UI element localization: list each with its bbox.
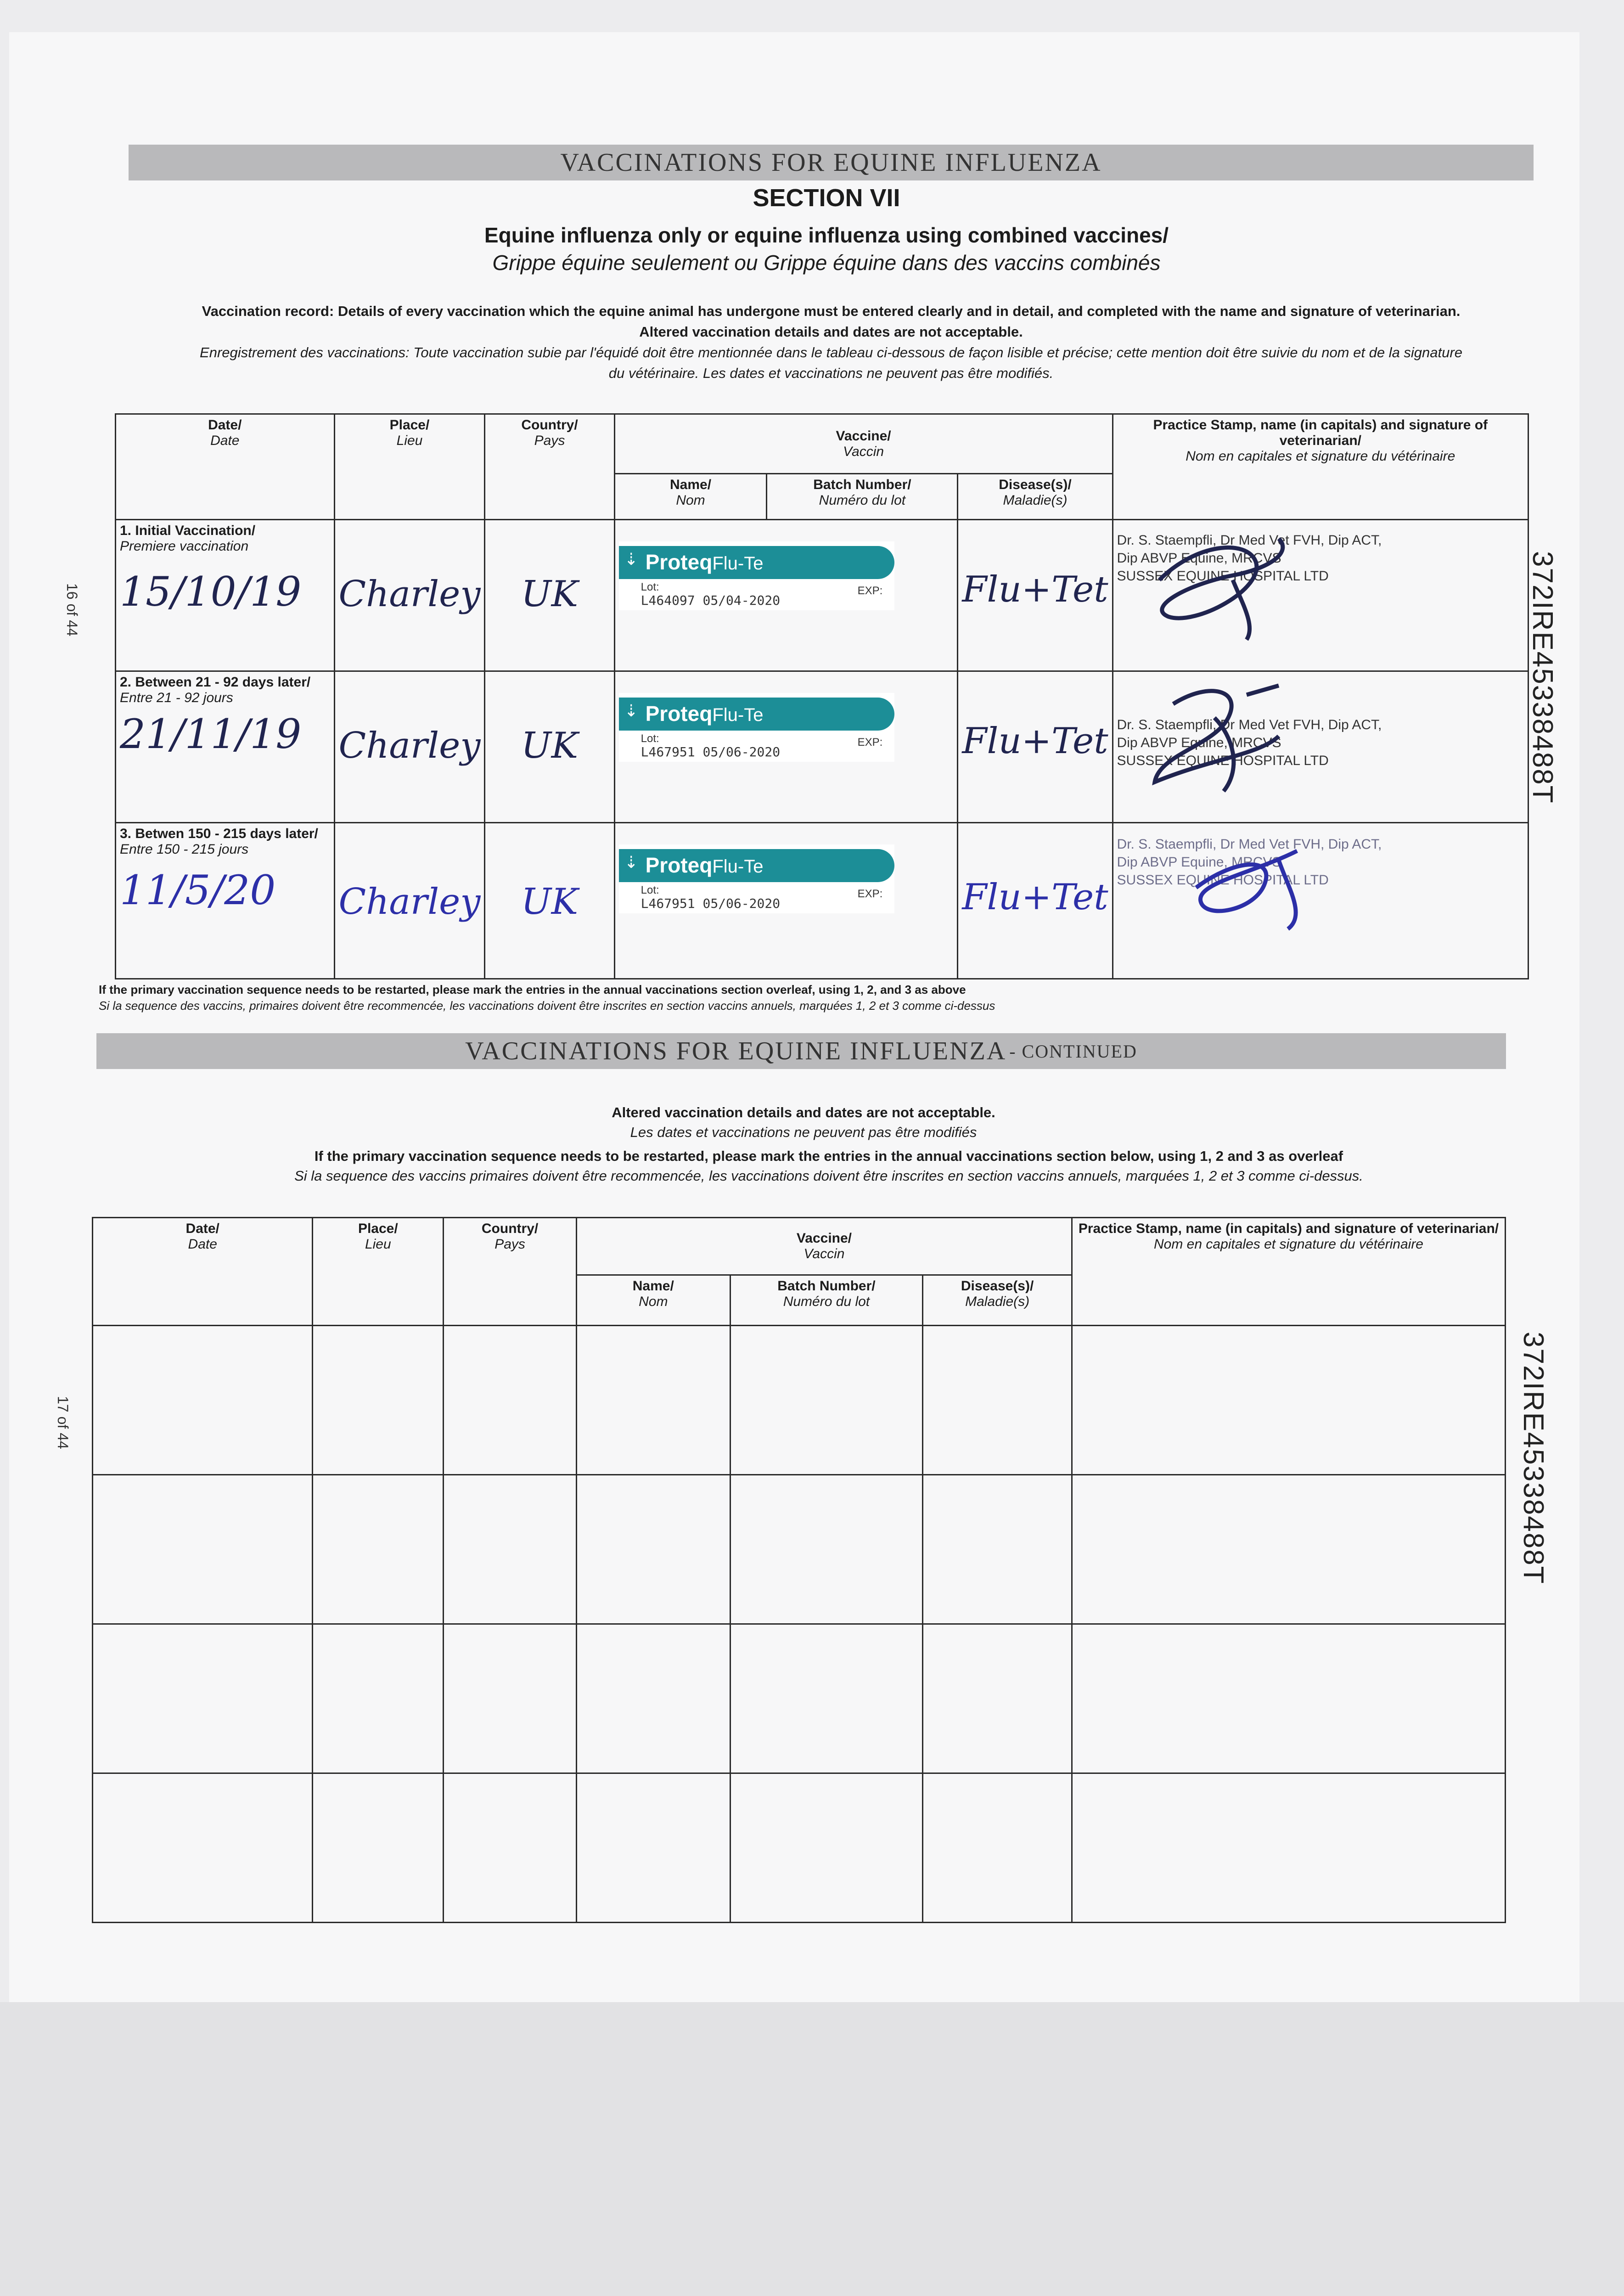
section-title: SECTION VII [753, 184, 900, 212]
row-1-signature [1141, 525, 1306, 644]
arrow-icon: ⇣ [624, 550, 638, 568]
row-3-date-cell [116, 823, 335, 979]
top-banner [129, 145, 1534, 180]
continued-header-row [93, 1218, 1506, 1275]
header-country: Country/ Pays [485, 414, 614, 520]
cont-header-disease: Disease(s)/ Maladie(s) [923, 1275, 1072, 1326]
row-2-stamp: Dr. S. Staempfli, Dr Med Vet FVH, Dip ACT, Dip ABVP Equine, MRCVS SUSSEX EQUINE HOSPITAL LTD [1117, 717, 1382, 768]
header-date: Date/ Date [116, 414, 335, 520]
continued-table [92, 1217, 1506, 1923]
table-row [93, 1475, 1506, 1624]
subtitle-en: Equine influenza only or equine influenza using combined vaccines/ [484, 223, 1169, 247]
cont-header-date: Date/ Date [93, 1218, 313, 1326]
row-3-label-cell [614, 823, 958, 979]
table-row [93, 1326, 1506, 1475]
row-1-product: Flu-Te [712, 553, 764, 574]
row-1-lot-label: Lot: [641, 581, 659, 593]
row-3-country: UK [521, 881, 579, 923]
row-1-label-fr: Premiere vaccination [120, 539, 249, 554]
row-3-lot-label: Lot: [641, 884, 659, 896]
row-1-date-cell [116, 520, 335, 671]
vaccination-row-2 [116, 671, 1528, 823]
row-3-product: Flu-Te [712, 856, 764, 877]
row-2-signature [1141, 676, 1306, 796]
page-number-16: 16 of 44 [64, 583, 80, 636]
subtitle-fr: Grippe équine seulement ou Grippe équine dans des vaccins combinés [492, 251, 1161, 275]
row-2-disease: Flu+Tet [962, 720, 1108, 762]
record-note-fr: Enregistrement des vaccinations: Toute vaccination subie par l'équidé doit être mentionnée dans le tableau ci-dessous de façon lisible et précise; cette mention doit être suivie du nom et de la signature [200, 344, 1462, 360]
vaccination-row-1 [116, 520, 1528, 671]
row-2-stamp-cell [1113, 671, 1528, 823]
bottom-banner-suffix: - CONTINUED [1009, 1041, 1137, 1062]
cont-header-vaccine: Vaccine/ Vaccin [576, 1218, 1072, 1275]
row-1-label-cell [614, 520, 958, 671]
table-row [93, 1624, 1506, 1773]
record-note-en: Vaccination record: Details of every vaccination which the equine animal has undergone must be entered clearly and in detail, and completed with the name and signature of veterinarian. [202, 303, 1461, 319]
arrow-icon: ⇣ [624, 853, 638, 872]
row-2-label: 2. Between 21 - 92 days later/ [120, 675, 311, 690]
row-3-disease-cell [958, 823, 1113, 979]
row-1-exp-label: EXP: [857, 585, 883, 597]
header-name: Name/ Nom [614, 474, 767, 520]
header-vaccine: Vaccine/ Vaccin [614, 414, 1113, 474]
row-2-batch: L467951 05/06-2020 [641, 744, 781, 760]
row-3-vaccine-sticker [619, 844, 894, 913]
cont-header-name: Name/ Nom [576, 1275, 730, 1326]
row-3-label: 3. Betwen 150 - 215 days later/ [120, 826, 318, 841]
row-3-brand: Proteq [645, 853, 713, 877]
header-disease: Disease(s)/ Maladie(s) [958, 474, 1113, 520]
record-note-fr-2: du vétérinaire. Les dates et vaccinations ne peuvent pas être modifiés. [608, 365, 1054, 381]
cont-header-batch: Batch Number/ Numéro du lot [730, 1275, 923, 1326]
row-2-label-fr: Entre 21 - 92 jours [120, 690, 233, 705]
row-2-country: UK [521, 725, 579, 766]
header-stamp: Practice Stamp, name (in capitals) and signature of veterinarian/ Nom en capitales et signature du vétérinaire [1113, 414, 1528, 520]
row-2-product: Flu-Te [712, 705, 764, 725]
row-1-disease: Flu+Tet [962, 569, 1108, 610]
row-1-brand: Proteq [645, 550, 713, 574]
passport-id-bottom: 372IRE45338488T [1517, 1332, 1549, 1585]
row-3-place-cell [334, 823, 485, 979]
passport-id-top: 372IRE45338488T [1527, 551, 1558, 804]
bottom-altered-fr: Les dates et vaccinations ne peuvent pas être modifiés [630, 1124, 977, 1140]
row-1-disease-cell [958, 520, 1113, 671]
row-2-place-cell [334, 671, 485, 823]
row-2-date-cell [116, 671, 335, 823]
row-1-stamp-cell [1113, 520, 1528, 671]
bottom-banner-title: VACCINATIONS FOR EQUINE INFLUENZA [465, 1037, 1007, 1065]
row-2-exp-label: EXP: [857, 736, 883, 748]
row-3-disease: Flu+Tet [962, 877, 1108, 918]
row-2-disease-cell [958, 671, 1113, 823]
vaccination-row-3 [116, 823, 1528, 979]
row-3-exp-label: EXP: [857, 888, 883, 900]
row-3-batch: L467951 05/06-2020 [641, 896, 781, 911]
row-1-stamp: Dr. S. Staempfli, Dr Med Vet FVH, Dip ACT, Dip ABVP Equine, MRCVS SUSSEX EQUINE HOSPITAL LTD [1117, 533, 1382, 584]
table-row [93, 1773, 1506, 1923]
row-1-place-cell [334, 520, 485, 671]
row-3-date: 11/5/20 [120, 867, 276, 914]
table-header-row [116, 414, 1528, 474]
bottom-restart-fr: Si la sequence des vaccins primaires doivent être recommencée, les vaccinations doivent être inscrites en section vaccins annuels, marquées 1, 2 et 3 comme ci-dessus. [294, 1168, 1363, 1184]
row-1-date: 15/10/19 [120, 568, 302, 615]
row-3-place: Charley [338, 881, 481, 923]
bottom-altered-en: Altered vaccination details and dates are not acceptable. [612, 1104, 995, 1120]
row-1-batch: L464097 05/04-2020 [641, 593, 781, 608]
row-1-vaccine-sticker [619, 541, 894, 610]
vaccination-table [115, 413, 1529, 979]
cont-header-country: Country/ Pays [444, 1218, 577, 1326]
row-2-place: Charley [338, 725, 481, 766]
top-banner-title: VACCINATIONS FOR EQUINE INFLUENZA [560, 148, 1102, 177]
altered-note-en: Altered vaccination details and dates are not acceptable. [639, 324, 1023, 340]
bottom-banner [96, 1033, 1506, 1069]
row-2-brand: Proteq [645, 702, 713, 726]
row-1-country: UK [521, 574, 579, 615]
row-2-date: 21/11/19 [120, 710, 302, 758]
cont-header-place: Place/ Lieu [313, 1218, 444, 1326]
bottom-restart-en: If the primary vaccination sequence needs to be restarted, please mark the entries in the annual vaccinations section below, using 1, 2 and 3 as overleaf [314, 1148, 1343, 1164]
restart-note-en: If the primary vaccination sequence needs to be restarted, please mark the entries in the annual vaccinations section overleaf, using 1, 2, and 3 as above [99, 983, 966, 996]
row-2-label-cell [614, 671, 958, 823]
page-number-17: 17 of 44 [55, 1396, 71, 1449]
row-2-country-cell [485, 671, 614, 823]
arrow-icon: ⇣ [624, 701, 638, 720]
header-place: Place/ Lieu [334, 414, 485, 520]
row-2-lot-label: Lot: [641, 732, 659, 745]
row-2-vaccine-sticker [619, 693, 894, 762]
page-edge [0, 2002, 1624, 2296]
row-1-label: 1. Initial Vaccination/ [120, 523, 256, 538]
row-3-country-cell [485, 823, 614, 979]
restart-note-fr: Si la sequence des vaccins, primaires doivent être recommencée, les vaccinations doivent être inscrites en section vaccins annuels, marquées 1, 2 et 3 comme ci-dessus [99, 999, 995, 1013]
cont-header-stamp: Practice Stamp, name (in capitals) and signature of veterinarian/ Nom en capitales et signature du vétérinaire [1072, 1218, 1506, 1326]
row-3-label-fr: Entre 150 - 215 jours [120, 842, 249, 857]
header-batch: Batch Number/ Numéro du lot [767, 474, 958, 520]
row-1-country-cell [485, 520, 614, 671]
row-3-stamp-cell [1113, 823, 1528, 979]
row-1-place: Charley [338, 574, 481, 615]
row-3-stamp: Dr. S. Staempfli, Dr Med Vet FVH, Dip ACT, Dip ABVP Equine, MRCVS SUSSEX EQUINE HOSPITAL LTD [1117, 837, 1382, 888]
row-3-signature [1169, 823, 1334, 943]
